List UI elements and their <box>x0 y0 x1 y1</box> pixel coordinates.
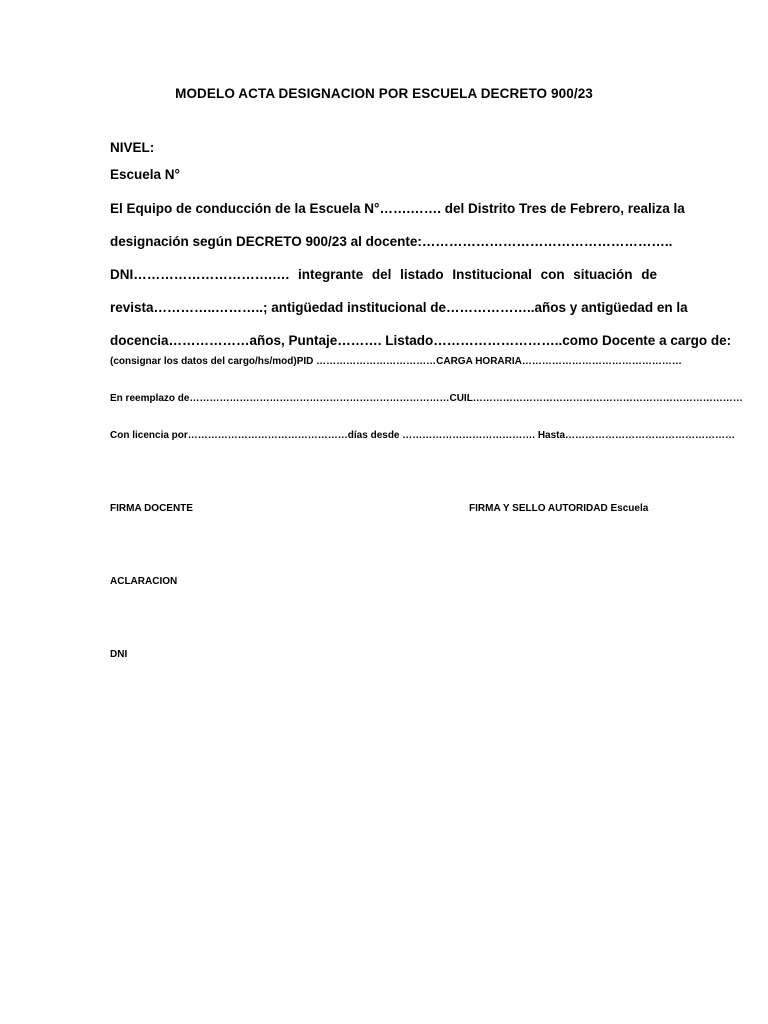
reemplazo-line: En reemplazo de……………………………………………………………………CUIL……………………………………………………………………… <box>110 393 743 404</box>
escuela-label: Escuela N° <box>110 167 180 182</box>
nivel-label: NIVEL: <box>110 140 155 155</box>
paragraph-line: DNI………………………….…. integrante del listado Institucional con situación de <box>110 267 657 282</box>
firma-docente-label: FIRMA DOCENTE <box>110 503 193 514</box>
document-title: MODELO ACTA DESIGNACION POR ESCUELA DECRETO 900/23 <box>175 86 593 101</box>
paragraph-line: docencia………………años, Puntaje………. Listado………………………..como Docente a cargo de: <box>110 333 732 348</box>
paragraph-line: revista…………..………..; antigüedad institucional de………………..años y antigüedad en la <box>110 300 688 315</box>
firma-autoridad-label: FIRMA Y SELLO AUTORIDAD Escuela <box>469 503 649 514</box>
cargo-details-line: (consignar los datos del cargo/hs/mod)PID ………………………………CARGA HORARIA………………………………………… <box>110 356 682 367</box>
licencia-line: Con licencia por…………………………………………días desde …………………………………. Hasta…………………………………………… <box>110 430 736 441</box>
aclaracion-label: ACLARACION <box>110 576 178 587</box>
paragraph-line: designación según DECRETO 900/23 al docente:……………………………………………….. <box>110 234 673 249</box>
paragraph-line: El Equipo de conducción de la Escuela N°…….……. del Distrito Tres de Febrero, realiza la <box>110 201 685 216</box>
designation-paragraph <box>110 192 732 357</box>
dni-label: DNI <box>110 649 128 660</box>
